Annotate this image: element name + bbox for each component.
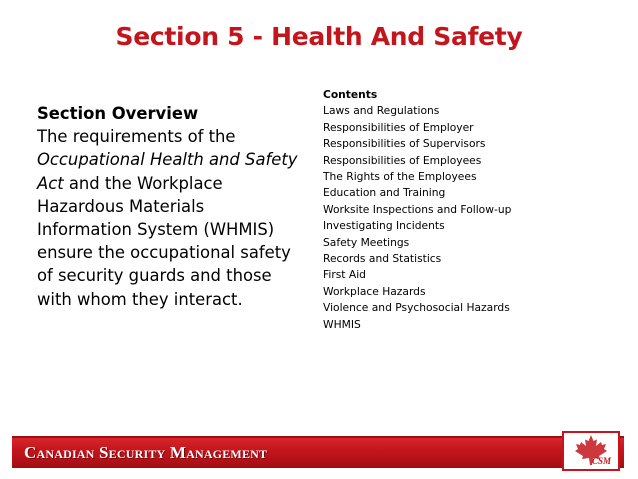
csm-logo — [562, 431, 620, 471]
contents-item: The Rights of the Employees — [323, 170, 477, 184]
slide-title: Section 5 - Health And Safety — [115, 22, 523, 51]
contents-item: Workplace Hazards — [323, 284, 426, 298]
contents-title: Contents — [323, 88, 378, 101]
footer-banner — [12, 436, 624, 468]
contents-item: Responsibilities of Supervisors — [323, 137, 486, 151]
contents-item: Safety Meetings — [323, 235, 410, 249]
contents-item: Worksite Inspections and Follow-up — [323, 202, 512, 216]
logo-text: CSM — [591, 456, 611, 466]
contents-item: First Aid — [323, 268, 366, 282]
contents-item: Responsibilities of Employees — [323, 153, 482, 167]
contents-item: Records and Statistics — [323, 252, 442, 266]
overview-text-part-2: and the Workplace Hazardous Materials Information System (WHMIS) ensure the occupational safety of security guards and those with whom they interact. — [37, 173, 291, 309]
contents-item: Violence and Psychosocial Hazards — [323, 301, 510, 315]
company-name: Canadian Security Management — [24, 443, 268, 462]
overview-act-name: Occupational Health and Safety Act — [37, 150, 298, 193]
overview-heading: Section Overview — [37, 104, 199, 123]
contents-item: Responsibilities of Employer — [323, 120, 474, 134]
contents-item: Investigating Incidents — [323, 219, 445, 233]
contents-item: Education and Training — [323, 186, 446, 200]
contents-item: Laws and Regulations — [323, 104, 440, 118]
contents-item: WHMIS — [323, 317, 361, 331]
section-overview — [37, 102, 302, 311]
contents-list — [323, 87, 623, 333]
overview-text-part-1: The requirements of the — [37, 127, 236, 147]
contents-items — [323, 103, 623, 333]
